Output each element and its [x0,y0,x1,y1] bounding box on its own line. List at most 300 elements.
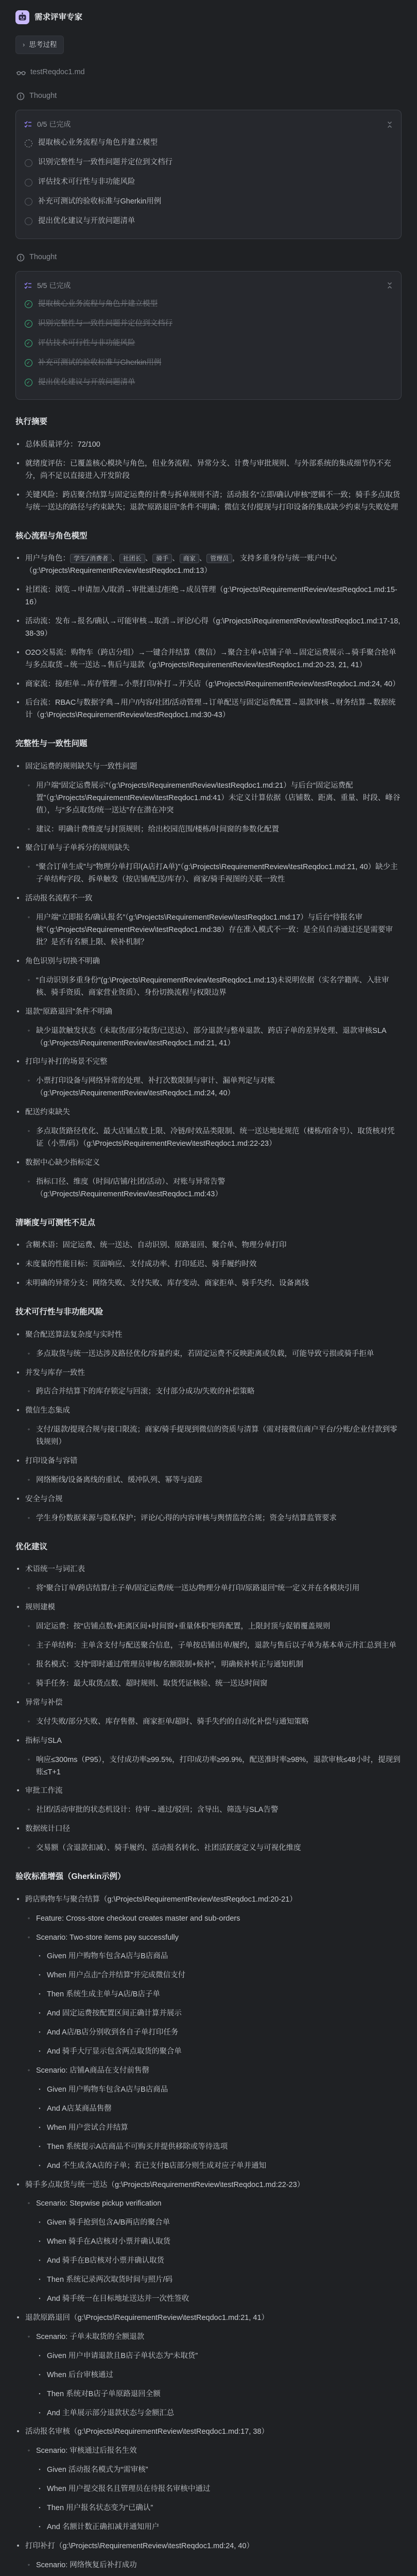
bullet-marker: ◦ [27,1177,30,1185]
bullet-marker: • [16,1007,20,1016]
list-item [15,616,402,640]
bullet-marker: • [16,648,20,657]
list-item-text: 配送约束缺失 [25,1108,70,1117]
list-item-text: Then 用户报名状态变为“已确认” [47,2504,153,2513]
circle-icon [24,159,32,167]
task-item-label: 补充可测试的验收标准与Gherkin用例 [38,358,162,367]
list-item-text: Scenario: Stepwise pickup verification [36,2199,162,2208]
list-item [26,1842,402,1855]
list-item [15,439,402,451]
bullet-marker: ▪ [39,2162,41,2168]
list-item [26,1424,402,1449]
bullet-marker: • [16,617,20,625]
list-item-text: 打印与补打的场景不完整 [25,1058,108,1066]
list-item [15,1455,402,1487]
list-item-text: 主子单结构：主单含支付与配送聚合信息，子单按店铺出单/履约，退款与售后以子单为基本单元并汇总到主单 [36,1641,397,1650]
circle-icon [24,178,32,187]
list-item [37,2084,402,2096]
list-item-text: 就绪度评估：已覆盖核心模块与角色，但业务流程、异常分支、计费与审批规则、与外部系统的集成细节仍不充分，尚不足以直接进入开发阶段 [25,459,391,480]
bullet-marker: ◦ [27,1755,30,1763]
bullet-marker: • [16,844,20,853]
list-item-text: 用户与角色： 学生/消费者 、 社团长 、 骑手 、 商家 、 管理员 ，支持多重身份与统一账户中心（g:\Projects\RequirementReview\testReqdoc1.md:13） [25,554,337,575]
list-item-text: And 名额计数正确扣减并通知用户 [47,2523,160,2532]
bullet-marker: ◦ [27,825,30,833]
list-item [15,647,402,672]
list-item [15,1367,402,1399]
bullet-marker: ◦ [27,1622,30,1630]
list-item [37,1989,402,2001]
list-item [37,2160,402,2173]
list-item [15,1259,402,1271]
bullet-marker: • [16,2428,20,2436]
list-item [37,2408,402,2420]
bullet-list [15,1894,402,2576]
thought-label: Thought [29,92,57,100]
list-item-text: 缺少退款触发状态（未取货/部分取货/已送达）、部分退款与整单退款、跨店子单的差异处理、退款审核SLA（g:\Projects\RequirementReview\testReqdoc1.md:21, 41） [36,1026,387,1047]
bullet-marker: ▪ [39,2048,41,2054]
list-item-text: “自动识别多重身份”(g:\Projects\RequirementReview\testReqdoc1.md:13)未说明依据（实名学籍库、入驻审核、骑手资质、商家营业资质）、身份切换流程与权限边界 [36,976,389,997]
list-item [26,2331,402,2420]
list-item [15,842,402,886]
list-item-text: When 用户尝试合并结算 [47,2123,128,2132]
thinking-process-button[interactable] [15,36,64,54]
bullet-marker: ◦ [27,1660,30,1668]
list-item-text: 网络断线/设备离线的重试、缓冲队列、幂等与追踪 [36,1476,203,1485]
task-item [24,153,393,173]
list-item-text: 报名模式：支持“即时通过/管理员审核/名额限制+候补”，明确候补转正与通知机制 [36,1660,304,1669]
bullet-marker: ◦ [27,976,30,984]
collapse-icon[interactable] [387,121,393,128]
list-item [15,1107,402,1150]
bullet-marker: • [16,1825,20,1834]
bullet-marker: ▪ [39,2391,41,2396]
spinner-icon [24,139,32,147]
task-item-label: 补充可测试的验收标准与Gherkin用例 [38,197,162,206]
list-item [15,1894,402,2173]
inline-code: 骑手 [152,554,172,563]
bullet-marker: ◦ [27,1679,30,1687]
list-item-text: When 用户提交报名且管理员在待报名审核中通过 [47,2485,211,2494]
list-item [26,1932,402,2058]
list-item [26,824,402,836]
list-item [15,553,402,578]
task-item [24,133,393,153]
list-item [26,1176,402,1201]
bullet-marker: ◦ [27,1127,30,1135]
list-item-text: 建议：明确计费维度与封顶规则；给出校园范围/楼栋/时间窗的参数化配置 [36,825,280,834]
bullet-marker: ▪ [39,1953,41,1959]
list-item-text: And 不生成含A店的子单；若已支付B店部分则生成对应子单并通知 [47,2161,267,2170]
list-item [26,2198,402,2306]
task-item-label: 评估技术可行性与非功能风险 [38,338,135,347]
list-item-text: Feature: Cross-store checkout creates master and sub-orders [36,1914,240,1923]
bullet-marker: ◦ [27,913,30,921]
task-item-label: 提出优化建议与开放问题清单 [38,378,135,386]
bullet-marker: ▪ [39,2486,41,2492]
bullet-marker: ◦ [27,1717,30,1725]
check-circle-icon: ✓ [24,340,32,348]
list-item [26,1583,402,1595]
list-item [37,2293,402,2306]
bullet-marker: • [16,490,20,499]
checklist-icon [24,282,32,290]
list-item [26,1025,402,1050]
list-item-text: “聚合订单生成”与“物理分单打印(A店打A单)”（g:\Projects\RequirementReview\testReqdoc1.md:21, 40）缺少主子单结构字段、拆单触发（按店铺/配送/库存）、商家/骑手视图的关联一致性 [36,863,398,884]
list-item [37,2388,402,2401]
bullet-marker: ◦ [27,1584,30,1592]
list-item [15,1240,402,1252]
list-item [37,2046,402,2058]
list-item [37,2255,402,2267]
inline-code: 社团长 [119,554,145,563]
bullet-marker: • [16,1108,20,1117]
bullet-marker: • [16,1565,20,1574]
bullet-list [15,1564,402,1855]
agent-avatar [15,10,29,24]
list-item-text: 指标口径、维度（时间/店铺/社团/活动）、对账与异常告警（g:\Projects\RequirementReview\testReqdoc1.md:43） [36,1177,225,1198]
bullet-marker: • [16,1457,20,1466]
list-item-text: 退款“原路退回”条件不明确 [25,1007,113,1016]
list-item-text: And 主单展示部分退款状态与金额汇总 [47,2409,175,2417]
bullet-marker: ◦ [27,1844,30,1852]
list-item-text: When 骑手在A店核对小票并确认取货 [47,2238,171,2246]
bullet-list [15,553,402,722]
bullet-marker: ▪ [39,2371,41,2377]
bullet-marker: • [16,1260,20,1269]
list-item-text: And 骑手统一在目标地址送达并一次性签收 [47,2295,189,2303]
bullet-marker: • [16,1736,20,1745]
list-item [15,584,402,609]
list-item [15,679,402,691]
list-item [26,2445,402,2534]
list-item-text: 未明确的异常分支：网络失败、支付失败、库存变动、商家拒单、骑手失约、设备离线 [25,1279,309,1288]
list-item [15,2426,402,2534]
collapse-icon[interactable] [387,282,393,289]
list-item [15,458,402,483]
bullet-marker: ▪ [39,2410,41,2415]
glasses-icon [16,70,26,76]
list-item [26,1126,402,1150]
list-item-text: 关键风险：跨店聚合结算与固定运费的计费与拆单规则不清；活动报名“立即/确认/审核”逻辑不一致；骑手多点取货与统一送达的路径与约束缺失；退款“原路退回”条件不明确；微信支付/提现与打印设备的集成缺少约束与失败处理 [25,490,401,512]
task-list-card [15,271,402,400]
task-item-label: 识别完整性与一致性问题并定位到文档行 [38,158,172,167]
list-item-text: 总体质量评分：72/100 [25,440,100,449]
list-item [26,2560,402,2576]
list-item [15,1735,402,1779]
list-item [15,1329,402,1361]
bullet-marker: • [16,1159,20,1167]
list-item-text: 响应≤300ms（P95），支付成功率≥99.5%，打印成功率≥99.9%，配送准时率≥98%，退款审核≤48小时，提现到账≤T+1 [36,1755,401,1776]
list-item-text: 打印设备与容错 [25,1457,78,1466]
list-item-text: 活动报名流程不一致 [25,894,93,903]
list-item-text: 社团流：浏览→申请加入/取消→审批通过/拒绝→成员管理（g:\Projects\RequirementReview\testReqdoc1.md:15-16） [25,586,397,606]
section-heading: 验收标准增强（Gherkin示例） [15,1872,126,1882]
bullet-marker: ◦ [27,1806,30,1814]
list-item-text: 规则建模 [25,1603,55,1612]
list-item [15,1697,402,1728]
list-item-text: 安全与合规 [25,1495,63,1503]
bullet-marker: • [16,2180,20,2189]
bullet-marker: ◦ [27,1426,30,1433]
bullet-marker: ◦ [27,863,30,871]
list-item [37,2483,402,2496]
circle-icon [24,217,32,226]
list-item [15,761,402,836]
list-item [15,1602,402,1690]
list-item-text: 跨店合并结算下的库存锁定与回滚；支付部分成功/失败的补偿策略 [36,1387,255,1396]
list-item-text: Given 骑手抢到包含A/B两店的聚合单 [47,2218,170,2227]
list-item-text: 指标与SLA [25,1736,62,1745]
task-list-header [24,116,393,133]
list-item-text: Then 系统对B店子单原路退回全额 [47,2389,161,2398]
bullet-marker: • [16,1058,20,1066]
check-circle-icon: ✓ [24,378,32,386]
list-item-text: 支付失败/部分失败、库存售罄、商家拒单/超时、骑手失约的自动化补偿与通知策略 [36,1717,309,1726]
list-item-text: 聚合订单与子单拆分的规则缺失 [25,844,130,853]
list-item-text: 审批工作流 [25,1787,63,1795]
list-item [26,1754,402,1779]
task-card-slot [15,110,402,239]
list-item-text: 骑手任务：最大取货点数、超时规则、取货凭证核验、统一送达时间窗 [36,1679,268,1688]
task-item [24,373,393,393]
list-item-text: 术语统一与词汇表 [25,1565,85,1574]
list-item-text: 骑手多点取货与统一送达（g:\Projects\RequirementReview\testReqdoc1.md:22-23） [25,2180,305,2189]
bullet-marker: ▪ [39,1991,41,1997]
list-item-text: Then 系统提示A店商品不可购买并提供移除或等待选项 [47,2142,228,2151]
list-item-text: Scenario: 店铺A商品在支付前售罄 [36,2066,149,2075]
inline-code: 管理员 [206,554,232,563]
bullet-marker: • [16,554,20,563]
bullet-marker: ▪ [39,2010,41,2016]
section-heading: 核心流程与角色模型 [15,531,88,540]
check-circle-icon: ✓ [24,320,32,328]
list-item [37,2502,402,2515]
section-heading: 技术可行性与非功能风险 [15,1308,103,1317]
list-item-text: And 骑手在B店核对小票并确认取货 [47,2257,164,2265]
file-name: testReqdoc1.md [30,68,85,77]
thought-icon [16,253,25,262]
task-card-slot [15,271,402,400]
list-item [37,1951,402,1963]
bullet-marker: ◦ [27,1349,30,1357]
list-item-text: 社团/活动审批的状态机设计：待审→通过/驳回；含导出、筛选与SLA告警 [36,1806,279,1815]
thought-row [16,251,402,264]
check-circle-icon: ✓ [24,300,32,309]
bullet-marker: • [16,1495,20,1503]
list-item-text: When 用户点击“合并结算”并完成微信支付 [47,1971,186,1980]
thought-label: Thought [29,252,57,261]
task-item [24,192,393,212]
list-item [15,956,402,999]
list-item [26,1075,402,1100]
list-item [26,1804,402,1817]
list-item [26,2065,402,2173]
bullet-marker: • [16,1787,20,1795]
list-item-text: 后台流：RBAC与数据字典→用户/内容/社团/活动管理→订单配送与固定运费配置→退款审核→财务结算→数据统计（g:\Projects\RequirementReview\testReqdoc1.md:30-43） [25,699,396,720]
task-item [24,334,393,353]
list-item [26,1348,402,1361]
list-item-text: 退款原路退回（g:\Projects\RequirementReview\testReqdoc1.md:21, 41） [25,2313,269,2322]
bullet-marker: ▪ [39,1972,41,1978]
list-item [37,2521,402,2534]
bullet-marker: • [16,1330,20,1339]
list-item-text: Given 活动报名模式为“需审核” [47,2466,148,2475]
task-progress: 0/5 已完成 [37,120,71,129]
task-item [24,173,393,192]
list-item-text: And 固定运费按配置区间正确计算并展示 [47,2009,182,2018]
list-item-text: And A店/B店分别收到各自子单打印任务 [47,2028,179,2037]
bullet-marker: ◦ [27,1933,30,1941]
circle-icon [24,198,32,206]
list-item-text: 角色识别与切换不明确 [25,957,100,965]
bullet-marker: ▪ [39,2086,41,2092]
list-item [26,1640,402,1652]
bullet-marker: ◦ [27,781,30,789]
list-item [26,1913,402,1925]
list-item [37,2236,402,2248]
list-item [15,1157,402,1201]
task-item [24,212,393,231]
bullet-marker: • [16,2313,20,2322]
bullet-marker: ◦ [27,2447,30,2454]
list-item-text: 并发与库存一致性 [25,1368,85,1377]
bullet-marker: ◦ [27,2199,30,2207]
list-item [15,1056,402,1100]
bullet-marker: ◦ [27,1077,30,1084]
list-item-text: 微信生态集成 [25,1406,70,1415]
list-item [15,1405,402,1449]
checklist-icon [24,121,32,128]
bullet-marker: ◦ [27,2332,30,2340]
bullet-marker: ▪ [39,2239,41,2244]
bullet-marker: • [16,957,20,965]
list-item-text: 含糊术语：固定运费、统一送达、自动识别、原路退回、聚合单、物理分单打印 [25,1241,287,1250]
bullet-marker: ▪ [39,2467,41,2472]
list-item-text: 数据中心缺少指标定义 [25,1159,100,1167]
list-item-text: 异常与补偿 [25,1698,63,1707]
list-item-text: 支付/退款/提现合规与接口限流；商家/骑手提现到微信的资质与清算（需对接微信商户平台/分账/企业付款到零钱规则） [36,1426,397,1447]
task-item [24,353,393,373]
bullet-marker: • [16,586,20,595]
list-item-text: 跨店购物车与聚合结算（g:\Projects\RequirementReview\testReqdoc1.md:20-21） [25,1895,297,1904]
thought-row [16,90,402,103]
list-item [15,1006,402,1050]
task-item [24,314,393,334]
list-item-text: O2O交易流：购物车（跨店分组）→一键合并结算（微信）→聚合主单+店铺子单→固定运费展示→骑手聚合抢单与多点取货→统一送达→售后与退款（g:\Projects\RequirementReview\testReqdoc1.md:20-23, 21, 41） [25,648,396,669]
inline-code: 商家 [180,554,199,563]
bullet-marker: ▪ [39,2352,41,2358]
agent-title: 需求评审专家 [34,12,83,22]
chevron-right-icon: › [23,41,25,49]
list-item [15,1785,402,1817]
bullet-marker: ▪ [39,2124,41,2130]
bullet-marker: ▪ [39,2143,41,2149]
list-item [15,893,402,949]
file-reference[interactable] [16,66,402,79]
bullet-marker: • [16,1368,20,1377]
list-item [37,1970,402,1982]
bullet-marker: • [16,459,20,468]
list-item [15,1564,402,1595]
list-item-text: 固定运费的规则缺失与一致性问题 [25,762,137,771]
bullet-marker: • [16,1279,20,1288]
list-item [15,697,402,722]
list-item [26,1621,402,1633]
task-item-label: 评估技术可行性与非功能风险 [38,178,135,187]
markdown-document [15,415,402,2576]
bullet-marker: ◦ [27,1914,30,1922]
bullet-marker: ▪ [39,2219,41,2225]
list-item-text: 商家流：接/拒单→库存管理→小票打印/补打→开关店（g:\Projects\RequirementReview\testReqdoc1.md:24, 40） [25,680,400,688]
section-heading: 优化建议 [15,1542,48,1551]
bullet-marker: ▪ [39,2524,41,2530]
list-item-text: And A店某商品售罄 [47,2104,112,2113]
list-item [26,1386,402,1398]
bullet-marker: • [16,1603,20,1612]
list-item-text: 用户端“立即报名/确认报名”（g:\Projects\RequirementReview\testReqdoc1.md:17）与后台“待报名审核”（g:\Projects\RequirementReview\testReqdoc1.md:38）存在准入模式不一致：是全员自动通过还是需要审批？是否有名额上限、候补机制？ [36,913,393,947]
list-item [26,780,402,817]
bullet-marker: • [16,1698,20,1707]
task-item-label: 提出优化建议与开放问题清单 [38,216,135,225]
list-item [15,1278,402,1290]
bullet-list [15,1329,402,1525]
list-item [26,1513,402,1525]
task-list-header [24,278,393,295]
bullet-marker: ◦ [27,1476,30,1484]
list-item-text: 未度量的性能目标：页面响应、支付成功率、打印延迟、骑手履约时效 [25,1260,257,1269]
section-heading: 清晰度与可测性不足点 [15,1218,96,1227]
list-item [37,2464,402,2477]
task-list-card [15,110,402,239]
bullet-marker: ▪ [39,2296,41,2301]
list-item [26,912,402,949]
bullet-marker: • [16,2542,20,2551]
list-item-text: Given 用户购物车包含A店与B店商品 [47,2085,168,2094]
list-item-text: 打印补打（g:\Projects\RequirementReview\testReqdoc1.md:24, 40） [25,2542,254,2551]
list-item-text: Scenario: 网络恢复后补打成功 [36,2561,137,2569]
list-item [37,2141,402,2154]
list-item [37,2103,402,2115]
bullet-list [15,1240,402,1290]
bullet-marker: ▪ [39,2505,41,2511]
list-item [26,1678,402,1690]
list-item [26,1659,402,1671]
list-item [26,861,402,886]
bullet-marker: • [16,762,20,771]
list-item-text: Then 系统记录两次取货时间与照片/码 [47,2276,173,2284]
list-item-text: 将“聚合订单/跨店结算/主子单/固定运费/统一送达/物理分单打印/原路退回”统一定义并在各模块引用 [36,1584,360,1593]
bullet-marker: ◦ [27,2066,30,2074]
bullet-marker: • [16,1406,20,1415]
section-heading: 执行摘要 [15,417,48,427]
list-item-text: 学生身份数据来源与隐私保护；评论/心得的内容审核与舆情监控合规；资金与结算监管要求 [36,1514,337,1522]
bullet-marker: • [16,1241,20,1250]
task-item-label: 识别完整性与一致性问题并定位到文档行 [38,319,172,328]
list-item-text: Scenario: 审核通过后报名生效 [36,2447,137,2455]
list-item [26,975,402,999]
list-item [15,2540,402,2576]
list-item-text: Given 用户申请退款且B店子单状态为“未取货” [47,2351,198,2360]
bullet-marker: ◦ [27,1387,30,1395]
list-item [15,2312,402,2420]
bullet-marker: • [16,440,20,449]
list-item [37,2027,402,2039]
bullet-marker: • [16,894,20,903]
list-item [15,1823,402,1855]
bullet-marker: • [16,699,20,707]
list-item-text: Then 系统生成主单与A店/B店子单 [47,1990,160,1999]
list-item-text: 活动流：发布→报名/确认→可能审核→取消→评论/心得（g:\Projects\RequirementReview\testReqdoc1.md:17-18, 38-39） [25,617,401,638]
